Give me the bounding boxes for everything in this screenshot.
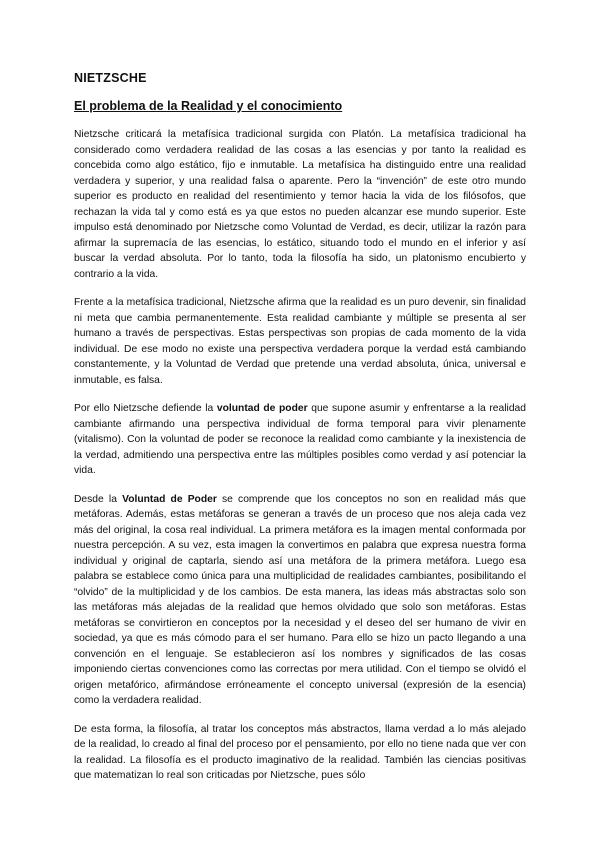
paragraph-3-text-a: Por ello Nietzsche defiende la	[74, 403, 217, 414]
paragraph-4-text-b: se comprende que los conceptos no son en realidad más que metáforas. Además, estas metáforas se generan a través de un proceso que nos aleja cada vez más del original, la cosa real individual. La primera metáfora es la imagen mental conformada por nuestra percepción. A su vez, esta imagen la convertimos en palabra que expresa nuestra forma individual y original de captarla, siendo así una metáfora de la primera metáfora. Luego esa palabra se establece como única para una multiplicidad de realidades cambiantes, posibilitando el “olvido” de la multiplicidad y de los cambios. De esta manera, las ideas más abstractas solo son las metáforas más alejadas de la realidad que hemos olvidado que solo son metáforas. Estas metáforas se convirtieron en conceptos por la necesidad y el deseo del ser humano de vivir en sociedad, ya que es más cómodo para el ser humano. Para ello se hizo un pacto llegando a una convención en el lenguaje. Se establecieron así los nombres y significados de las cosas imponiendo ciertas convenciones como las correctas por mera utilidad. Con el tiempo se olvidó el origen metafórico, afirmándose erróneamente el concepto universal (expresión de la esencia) como la verdadera realidad.	[74, 493, 526, 706]
paragraph-4	[74, 492, 526, 709]
document-page	[74, 70, 526, 797]
paragraph-3	[74, 401, 526, 479]
voluntad-de-poder-heading-term: Voluntad de Poder	[122, 493, 217, 505]
paragraph-3-text-b: que supone asumir y enfrentarse a la realidad cambiante afirmando una perspectiva individual de forma temporal para vivir plenamente (vitalismo). Con la voluntad de poder se reconoce la realidad como cambiante y la inexistencia de la verdad, admitiendo una perspectiva entre las múltiples posibles como verdad y así potenciar la vida.	[74, 403, 526, 476]
paragraph-2: Frente a la metafísica tradicional, Nietzsche afirma que la realidad es un puro devenir, sin finalidad ni meta que cambia permanentemente. Esta realidad cambiante y múltiple se presenta al ser humano a través de perspectivas. Estas perspectivas son propias de cada momento de la vida individual. De ese modo no existe una perspectiva verdadera porque la verdad está cambiando constantemente, y la Voluntad de Verdad que pretende una verdad absoluta, única, universal e inmutable, es falsa.	[74, 297, 526, 386]
voluntad-de-poder-term: voluntad de poder	[216, 403, 308, 414]
document-title: NIETZSCHE	[74, 71, 147, 85]
section-heading: El problema de la Realidad y el conocimiento	[74, 99, 343, 113]
paragraph-5: De esta forma, la filosofía, al tratar los conceptos más abstractos, llama verdad a lo más alejado de la realidad, lo creado al final del proceso por el pensamiento, por ello no tiene nada que ver con la realidad. La filosofía es el producto imaginativo de la realidad. También las ciencias positivas que matematizan lo real son criticadas por Nietzsche, pues sólo	[74, 723, 526, 781]
paragraph-4-text-a: Desde la	[74, 493, 123, 505]
paragraph-1: Nietzsche criticará la metafísica tradicional surgida con Platón. La metafísica tradicional ha considerado como verdadera realidad de las cosas a las esencias y por tanto la realidad es concebida como algo estático, fijo e inmutable. La metafísica ha distinguido entre una realidad verdadera y superior, y una realidad falsa o aparente. Pero la “invención” de este otro mundo superior es producto en realidad del resentimiento y temor hacia la vida de los filósofos, que rechazan la vida tal y como está es ya que estos no pueden alcanzar ese mundo superior. Este impulso está denominado por Nietzsche como Voluntad de Verdad, es decir, utilizar la razón para afirmar la supremacía de las esencias, lo estático, situando todo el mundo en el inferior y así buscar la verdad absoluta. Por lo tanto, toda la filosofía ha sido, un platonismo encubierto y contrario a la vida.	[74, 129, 526, 280]
